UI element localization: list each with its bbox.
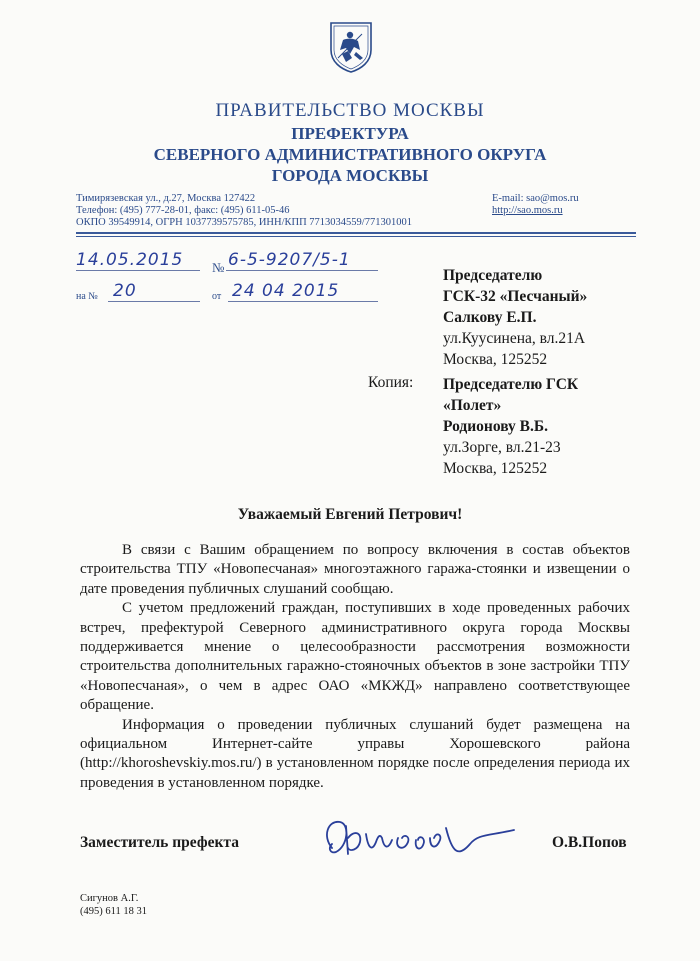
reg-number-line (226, 270, 378, 271)
contact-address: Тимирязевская ул., д.27, Москва 127422 (76, 193, 256, 204)
contacts-left (76, 193, 412, 229)
moscow-coat-of-arms-icon (328, 20, 374, 74)
reg-number: 6-5-9207/5-1 (228, 250, 351, 270)
prefecture-line: СЕВЕРНОГО АДМИНИСТРАТИВНОГО ОКРУГА (153, 145, 547, 164)
contact-phone: Телефон: (495) 777-28-01, факс: (495) 611-05-46 (76, 205, 290, 216)
government-title: ПРАВИТЕЛЬСТВО МОСКВЫ (215, 100, 485, 121)
contact-codes: ОКПО 39549914, ОГРН 1037739575785, ИНН/КПП 7713034559/771301001 (76, 217, 412, 228)
paragraph: С учетом предложений граждан, поступивших в ходе проведенных рабочих встреч, префектурой Северного административного округа города Москвы поддерживается мнение о целесообразности рассмотрения возможности строительства дополнительных гаражно-стояночных объектов в зоне застройки ТПУ «Новопесчаная», о чем в адрес ОАО «МКЖД» направлено соответствующее обращение. (80, 600, 630, 714)
header-rule (76, 232, 636, 234)
copy-line: ул.Зорге, вл.21-23 (443, 439, 561, 456)
copy-label: Копия: (368, 374, 414, 391)
copy-line: Родионову В.Б. (443, 418, 549, 435)
copy-addressee (443, 374, 578, 479)
addressee-line: Председателю (443, 267, 543, 284)
signer-position: Заместитель префекта (80, 834, 239, 851)
reg-date: 14.05.2015 (76, 250, 184, 270)
executor-phone: (495) 611 18 31 (80, 905, 147, 917)
paragraph: Информация о проведении публичных слушаний будет размещена на официальном Интернет-сайте управы Хорошевского района (http://khoroshevskiy.mos.ru/) в установленном порядке после определения периода их проведения в установленном порядке. (80, 716, 630, 791)
copy-line: Председателю ГСК (443, 376, 579, 393)
prefecture-title (0, 123, 700, 186)
addressee-line: Москва, 125252 (443, 351, 548, 368)
ref-number: 20 (113, 281, 137, 301)
header-rule-thin (76, 236, 636, 237)
ref-no-label: на № (76, 291, 98, 302)
prefecture-line: ПРЕФЕКТУРА (291, 124, 409, 143)
addressee-line: Салкову Е.П. (443, 309, 537, 326)
ref-from-label: от (212, 291, 222, 302)
signer-name: О.В.Попов (552, 834, 627, 851)
copy-line: Москва, 125252 (443, 460, 548, 477)
contact-site-link[interactable]: http://sao.mos.ru (492, 205, 563, 216)
reg-no-label: № (212, 260, 225, 275)
greeting: Уважаемый Евгений Петрович! (237, 506, 463, 523)
ref-date-line (228, 301, 378, 302)
executor-info (80, 893, 147, 918)
executor-name: Сигунов А.Г. (80, 893, 139, 904)
handwritten-signature (318, 808, 528, 868)
contacts-right (492, 193, 579, 217)
paragraph: В связи с Вашим обращением по вопросу включения в состав объектов строительства ТПУ «Новопесчаная» многоэтажного гаража-стоянки и извещении о дате проведения публичных слушаний сообщаю. (80, 542, 630, 597)
addressee-line: ГСК-32 «Песчаный» (443, 288, 588, 305)
contact-email: E-mail: sao@mos.ru (492, 193, 579, 204)
reg-date-line (76, 270, 200, 271)
letter-body (80, 541, 630, 793)
copy-line: «Полет» (443, 397, 502, 414)
ref-number-line (108, 301, 200, 302)
addressee (443, 265, 587, 370)
prefecture-line: ГОРОДА МОСКВЫ (271, 166, 429, 185)
ref-date: 24 04 2015 (232, 281, 340, 301)
addressee-line: ул.Куусинена, вл.21А (443, 330, 586, 347)
